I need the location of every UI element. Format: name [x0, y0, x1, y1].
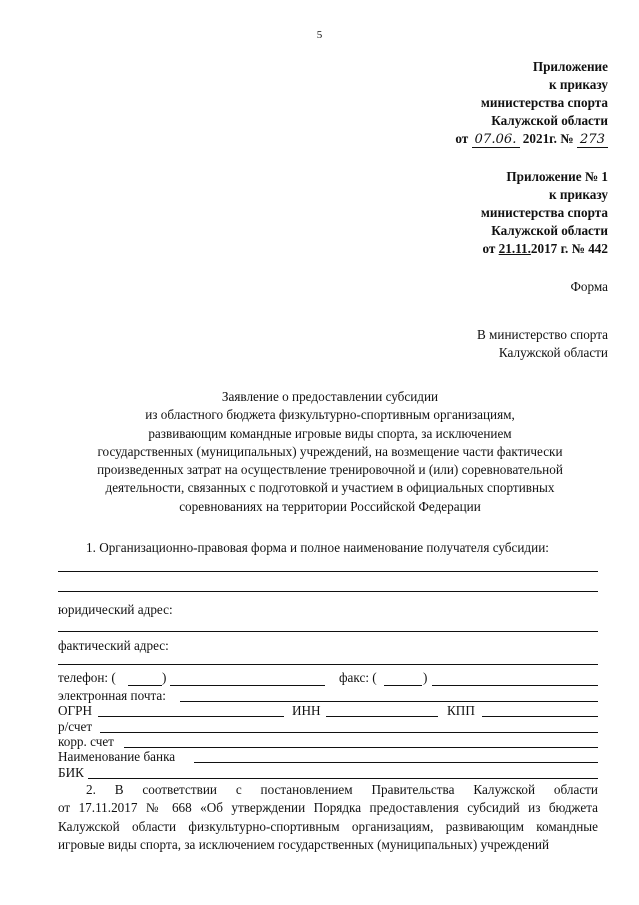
- handwritten-number: 273: [577, 133, 608, 148]
- appendix-line: к приказу: [548, 187, 608, 202]
- phone-close: ): [162, 670, 167, 685]
- corr-account-field[interactable]: [124, 747, 598, 748]
- title-line: государственных (муниципальных) учреждений, на возмещение части фактически: [97, 443, 563, 459]
- title-line: Заявление о предоставлении субсидии: [221, 389, 439, 404]
- phone-number-field[interactable]: [170, 685, 325, 686]
- appendix1-header: [481, 168, 608, 258]
- account-field[interactable]: [100, 732, 598, 733]
- legal-address-label: юридический адрес:: [58, 602, 173, 617]
- date-mid: 2021г. №: [522, 131, 574, 146]
- inn-field[interactable]: [326, 716, 438, 717]
- section-2-text: от 17.11.2017 № 668 «Об утверждении Порядка предоставления субсидий из бюджета Калужской области физкультурно-спортивным организациям, развивающим командные игровые виды спорта, за исключением государственных (муниципальных) учреждений: [58, 800, 598, 852]
- email-field[interactable]: [180, 701, 598, 702]
- corr-account-label: корр. счет: [58, 734, 114, 749]
- blank-line-actual-address[interactable]: [58, 664, 598, 665]
- kpp-field[interactable]: [482, 716, 598, 717]
- phone-label: телефон: (: [58, 670, 116, 685]
- fax-label: факс: (: [339, 670, 377, 685]
- date-value: 21.11.: [498, 241, 531, 256]
- kpp-label: КПП: [447, 703, 475, 718]
- title-line: произведенных затрат на осуществление тренировочной и (или) соревновательной: [97, 462, 563, 478]
- fax-number-field[interactable]: [432, 685, 598, 686]
- date-prefix: от: [455, 131, 469, 146]
- blank-line-legal-address[interactable]: [58, 631, 598, 632]
- appendix-line: министерства спорта: [480, 205, 608, 220]
- section-1-heading: 1. Организационно-правовая форма и полное наименование получателя субсидии:: [86, 540, 549, 555]
- inn-label: ИНН: [292, 703, 321, 718]
- page-number: 5: [316, 29, 323, 41]
- appendix-line: министерства спорта: [480, 95, 608, 110]
- blank-line-name[interactable]: [58, 571, 598, 572]
- addressee-line: Калужской области: [498, 345, 608, 360]
- appendix-date-line: [481, 240, 608, 258]
- bank-name-field[interactable]: [194, 762, 598, 763]
- ogrn-field[interactable]: [98, 716, 284, 717]
- addressee-line: В министерство спорта: [476, 327, 608, 342]
- fax-close: ): [423, 670, 428, 685]
- date-prefix: от: [482, 241, 496, 256]
- title-line: развивающим командные игровые виды спорта, за исключением: [148, 425, 512, 441]
- appendix-date-line: [455, 130, 608, 148]
- title-line: из областного бюджета физкультурно-спортивным организациям,: [145, 407, 515, 423]
- account-label: р/счет: [58, 719, 93, 734]
- appendix-line: Приложение № 1: [506, 169, 608, 184]
- bik-label: БИК: [58, 765, 84, 780]
- addressee: [477, 326, 608, 362]
- handwritten-date: 07.06.: [472, 133, 520, 148]
- ogrn-label: ОГРН: [58, 703, 93, 718]
- bank-name-label: Наименование банка: [58, 749, 176, 764]
- appendix-line: к приказу: [548, 77, 608, 92]
- appendix-line: Калужской области: [491, 223, 608, 238]
- section-2-paragraph: [58, 781, 598, 854]
- actual-address-label: фактический адрес:: [58, 638, 169, 653]
- appendix-line: Приложение: [532, 59, 608, 74]
- email-label: электронная почта:: [58, 688, 166, 703]
- section-2-first-line: 2. В соответствии с постановлением Правительства Калужской области: [86, 782, 598, 797]
- bik-field[interactable]: [88, 778, 598, 779]
- title-line: деятельности, связанных с подготовкой и участием в официальных спортивных: [105, 480, 555, 496]
- date-suffix: 2017 г. № 442: [530, 241, 608, 256]
- title-line: соревнованиях на территории Российской Федерации: [179, 498, 481, 514]
- appendix-line: Калужской области: [491, 113, 608, 128]
- phone-code-field[interactable]: [128, 685, 162, 686]
- appendix-header: [455, 58, 608, 148]
- form-label: Форма: [570, 279, 608, 294]
- fax-code-field[interactable]: [384, 685, 422, 686]
- document-title: [60, 388, 600, 516]
- blank-line-name[interactable]: [58, 591, 598, 592]
